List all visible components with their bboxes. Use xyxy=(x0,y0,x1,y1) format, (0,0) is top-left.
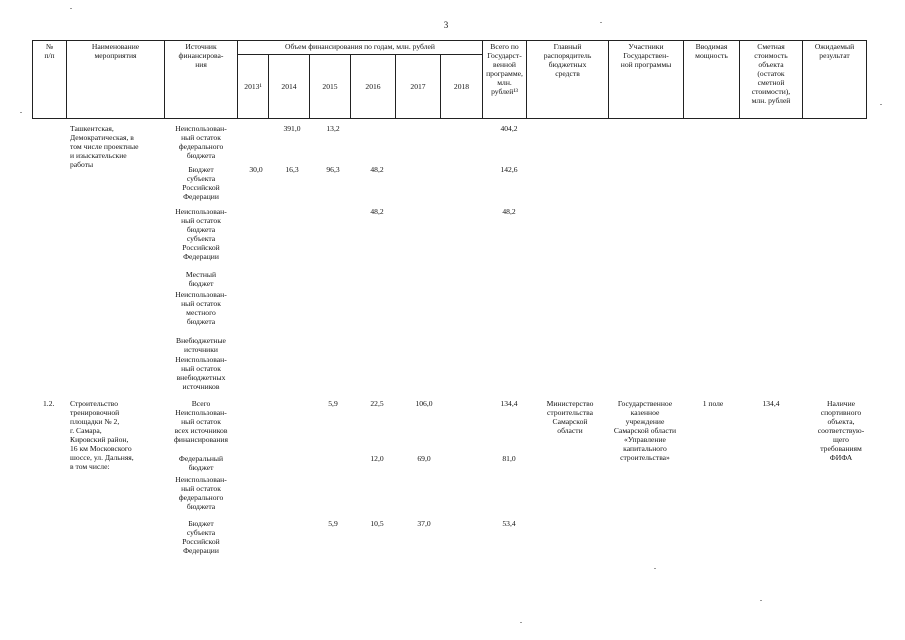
block1-value: 48,2 xyxy=(370,207,384,216)
scan-speck xyxy=(600,22,602,23)
block1-value: 96,3 xyxy=(326,165,340,174)
scan-speck xyxy=(654,568,656,569)
block2-capacity: 1 поле xyxy=(702,399,724,408)
header-capacity: Вводимая мощность xyxy=(684,41,740,119)
block1-total: 404,2 xyxy=(500,124,518,133)
block1-source: Местный бюджет xyxy=(185,270,217,288)
block1-total: 48,2 xyxy=(502,207,516,216)
block2-total: 81,0 xyxy=(502,454,516,463)
scan-speck xyxy=(760,600,762,601)
header-source: Источник финансирова- ния xyxy=(165,41,238,119)
block2-source: Неиспользован- ный остаток всех источников финансирования xyxy=(174,408,228,444)
block1-value: 391,0 xyxy=(283,124,301,133)
header-year: 2014 xyxy=(269,55,310,119)
header-result: Ожидаемый результат xyxy=(803,41,867,119)
table-header xyxy=(32,40,867,119)
block1-value: 48,2 xyxy=(370,165,384,174)
block2-manager: Министерство строительства Самарской области xyxy=(546,399,594,435)
header-participants: Участники Государствен- ной программы xyxy=(609,41,684,119)
header-cost: Сметная стоимость объекта (остаток сметной стоимости), млн. рублей xyxy=(740,41,803,119)
scan-speck xyxy=(70,8,72,9)
header-year: 2018 xyxy=(441,55,483,119)
block1-value: 30,0 xyxy=(249,165,263,174)
block2-total: 53,4 xyxy=(502,519,516,528)
block2-result: Наличие спортивного объекта, соответствую- щего требованиям ФИФА xyxy=(817,399,865,462)
block2-value: 22,5 xyxy=(370,399,384,408)
block2-value: 5,9 xyxy=(328,399,338,408)
scan-speck xyxy=(520,622,522,623)
header-volume: Объем финансирования по годам, млн. рублей xyxy=(238,41,483,55)
block2-source: Федеральный бюджет xyxy=(178,454,224,472)
header-name: Наименование мероприятия xyxy=(67,41,165,119)
block2-total: 134,4 xyxy=(500,399,518,408)
block2-cost: 134,4 xyxy=(762,399,780,408)
block2-value: 12,0 xyxy=(370,454,384,463)
block1-source: Неиспользован- ный остаток внебюджетных источников xyxy=(175,355,227,391)
block2-value: 69,0 xyxy=(417,454,431,463)
block2-value: 5,9 xyxy=(328,519,338,528)
block2-participants: Государственное казенное учреждение Самарской области «Управление капитального строительства» xyxy=(613,399,677,462)
block1-source: Неиспользован- ный остаток местного бюджета xyxy=(175,290,227,326)
block1-total: 142,6 xyxy=(500,165,518,174)
header-year: 2017 xyxy=(396,55,441,119)
block1-value: 16,3 xyxy=(285,165,299,174)
block2-source: Всего xyxy=(191,399,211,408)
block1-source: Внебюджетные источники xyxy=(176,336,226,354)
header-year: 2013¹ xyxy=(238,55,269,119)
header-year: 2016 xyxy=(351,55,396,119)
block1-name: Ташкентская, Демократическая, в том числе проектные и изыскательские работы xyxy=(70,124,139,169)
block1-source: Неиспользован- ный остаток бюджета субъекта Российской Федерации xyxy=(175,207,227,261)
scan-speck xyxy=(880,104,882,105)
block2-source: Неиспользован- ный остаток федерального бюджета xyxy=(175,475,227,511)
block1-source: Бюджет субъекта Российской Федерации xyxy=(182,165,220,201)
block2-value: 106,0 xyxy=(415,399,433,408)
header-year: 2015 xyxy=(310,55,351,119)
page-number: 3 xyxy=(443,20,449,30)
header-total: Всего по Государст- венной программе, млн. рублей¹³ xyxy=(483,41,527,119)
block2-value: 37,0 xyxy=(417,519,431,528)
block2-source: Бюджет субъекта Российской Федерации xyxy=(182,519,220,555)
block2-num: 1.2. xyxy=(43,399,55,408)
scan-speck xyxy=(20,112,22,113)
block2-name: Строительство тренировочной площадки № 2, г. Самара, Кировский район, 16 км Московского шоссе, ул. Дальняя, в том числе: xyxy=(70,399,134,471)
block1-value: 13,2 xyxy=(326,124,340,133)
block2-value: 10,5 xyxy=(370,519,384,528)
block1-source: Неиспользован- ный остаток федерального бюджета xyxy=(175,124,227,160)
header-manager: Главный распорядитель бюджетных средств xyxy=(527,41,609,119)
header-num: № п/п xyxy=(33,41,67,119)
